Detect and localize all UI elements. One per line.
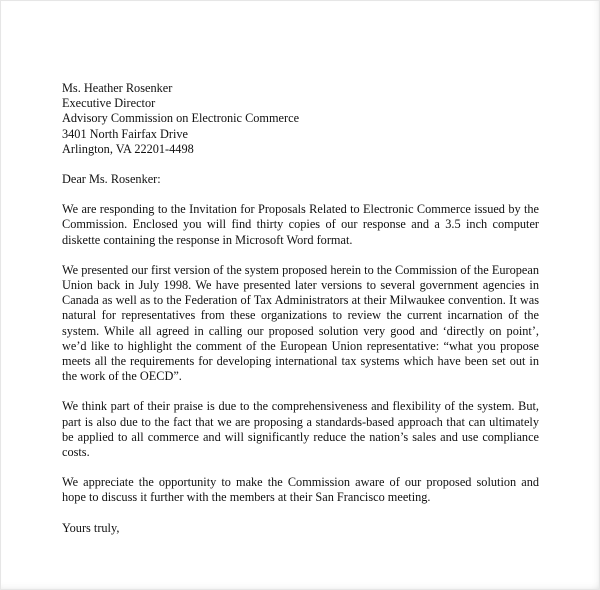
recipient-address — [62, 81, 539, 157]
recipient-title: Executive Director — [62, 96, 156, 111]
recipient-city-line: Arlington, VA 22201-4498 — [62, 141, 194, 156]
closing: Yours truly, — [62, 520, 120, 535]
letter-body — [62, 81, 539, 536]
recipient-street: 3401 North Fairfax Drive — [62, 126, 189, 141]
paragraph-4: We appreciate the opportunity to make the Commission aware of our proposed solution and hope to discuss it further with the members at their San Francisco meeting. — [62, 475, 539, 505]
paragraph-2: We presented our first version of the system proposed herein to the Commission of the European Union back in July 1998. We have presented later versions to several government agencies in Canada as well as to the Federation of Tax Administrators at their Milwaukee convention. It was natural for representatives from these organizations to review the current incarnation of the system. While all agreed in calling our proposed solution very good and ‘directly on point’, we’d like to highlight the comment of the European Union representative: “what you propose meets all the requirements for developing international tax systems which have been set out in the work of the OECD”. — [62, 262, 539, 384]
paragraph-1: We are responding to the Invitation for Proposals Related to Electronic Commerce issued by the Commission. Enclosed you will find thirty copies of our response and a 3.5 inch computer diskette containing the response in Microsoft Word format. — [62, 202, 539, 247]
recipient-organization: Advisory Commission on Electronic Commerce — [62, 111, 300, 126]
paragraph-3: We think part of their praise is due to the comprehensiveness and flexibility of the system. But, part is also due to the fact that we are proposing a standards-based approach that can ultimately be applied to all commerce and will significantly reduce the nation’s sales and use compliance costs. — [62, 399, 539, 460]
recipient-name: Ms. Heather Rosenker — [62, 81, 173, 95]
salutation: Dear Ms. Rosenker: — [62, 172, 161, 187]
